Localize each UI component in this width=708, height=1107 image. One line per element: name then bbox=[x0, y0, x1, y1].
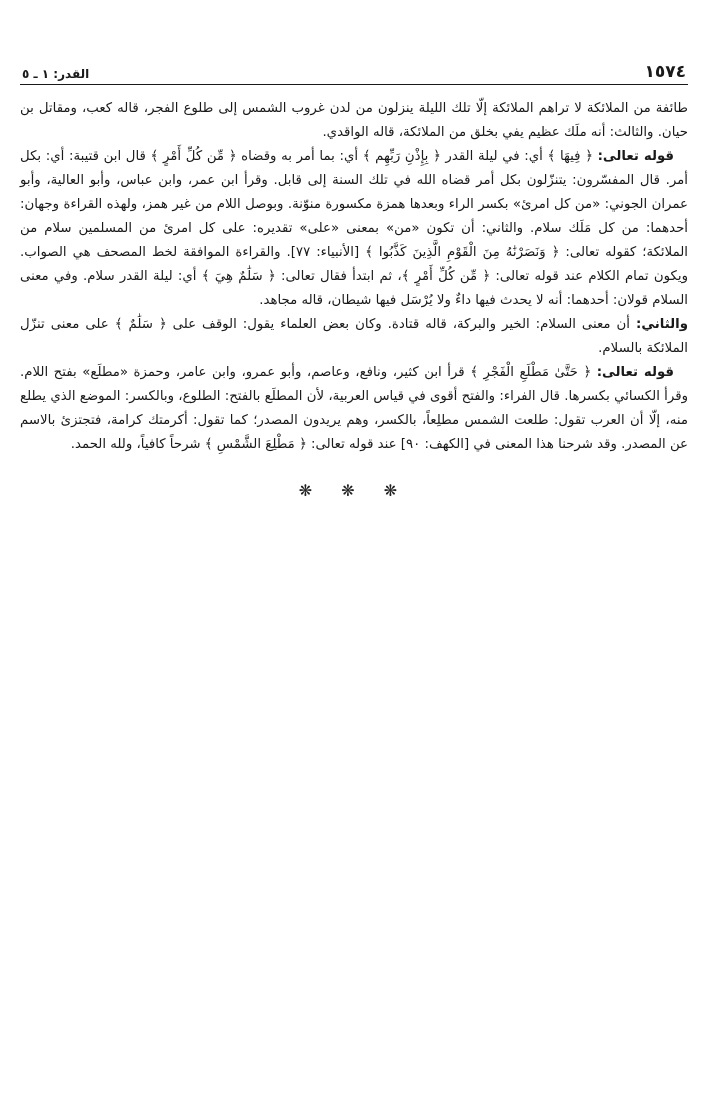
paragraph-lead: قوله تعالى: bbox=[597, 149, 674, 164]
paragraph bbox=[20, 361, 688, 457]
paragraph-lead: والثاني: bbox=[636, 317, 688, 332]
section-end-ornament: ❋ ❋ ❋ bbox=[298, 481, 410, 500]
paragraph bbox=[20, 313, 688, 361]
paragraph-text: طائفة من الملائكة لا تراهم الملائكة إلّا تلك الليلة ينزلون من لدن غروب الشمس إلى طلوع الفجر، قاله كعب، ومقاتل بن حيان. والثالث: أنه ملَك عظيم يفي بخلق من الملائكة، قاله الواقدي. bbox=[20, 101, 688, 140]
paragraph bbox=[20, 97, 688, 145]
paragraph-text: ﴿ حَتَّىٰ مَطْلَعِ الْفَجْرِ ﴾ قرأ ابن كثير، ونافع، وعاصم، وأبو عمرو، وابن عامر، وحمزة «مطلَع» بفتح اللام. وقرأ الكسائي بكسرها. قال الفراء: والفتح أقوى في قياس العربية، لأن المطلَع بالفتح: الطلوع، وبالكسر: الموضع الذي يطلع منه، إلّا أن العرب تقول: طلعت الشمس مطلِعاً، بالكسر، وهم يريدون المصدر؛ كما تقول: أكرمتك كرامة، فتجتزئ بالاسم عن المصدر. وقد شرحنا هذا المعنى في [الكهف: ٩٠] عند قوله تعالى: ﴿ مَطْلِعَ الشَّمْسِ ﴾ شرحاً كافياً، ولله الحمد. bbox=[20, 365, 688, 452]
page bbox=[20, 58, 688, 500]
paragraph-text: ﴿ فِيهَا ﴾ أي: في ليلة القدر ﴿ بِإِذْنِ رَبِّهِم ﴾ أي: بما أمر به وقضاه ﴿ مِّن كُلِّ أَمْرٍ ﴾ قال ابن قتيبة: أي: بكل أمر. قال المفسّرون: يتنزّلون بكل أمر قضاه الله في تلك السنة إلى قابل. وقرأ ابن عمر، وابن عباس، وأبو العالية، وأبو عمران الجوني: «من كل امرئ» بكسر الراء وبعدها همزة مكسورة منوّنة. وبوصل اللام من غير همز، ولهذه القراءة وجهان: أحدهما: من كل مَلَك سلام. والثاني: أن تكون «من» بمعنى «على» تقديره: على كل امرئ من المسلمين سلام من الملائكة؛ كقوله تعالى: ﴿ وَنَصَرْنَٰهُ مِنَ الْقَوْمِ الَّذِينَ كَذَّبُوا ﴾ [الأنبياء: ٧٧]. والقراءة الموافقة لخط المصحف هي الصواب. ويكون تمام الكلام عند قوله تعالى: ﴿ مِّن كُلِّ أَمْرٍ ﴾، ثم ابتدأ فقال تعالى: ﴿ سَلَٰمٌ هِيَ ﴾ أي: ليلة القدر سلام. وفي معنى السلام قولان: أحدهما: أنه لا يحدث فيها داءٌ ولا يُرْسَل فيها شيطان، قاله مجاهد. bbox=[20, 149, 689, 308]
paragraph-text: أن معنى السلام: الخير والبركة، قاله قتادة. وكان بعض العلماء يقول: الوقف على ﴿ سَلَٰمٌ ﴾ على معنى تنزّل الملائكة بالسلام. bbox=[20, 317, 688, 356]
body-text bbox=[20, 97, 688, 457]
page-number: ١٥٧٤ bbox=[644, 62, 686, 82]
running-title: القدر: ١ ـ ٥ bbox=[22, 67, 90, 81]
paragraph-lead: قوله تعالى: bbox=[596, 365, 674, 380]
paragraph bbox=[20, 145, 688, 313]
page-header bbox=[20, 58, 688, 85]
